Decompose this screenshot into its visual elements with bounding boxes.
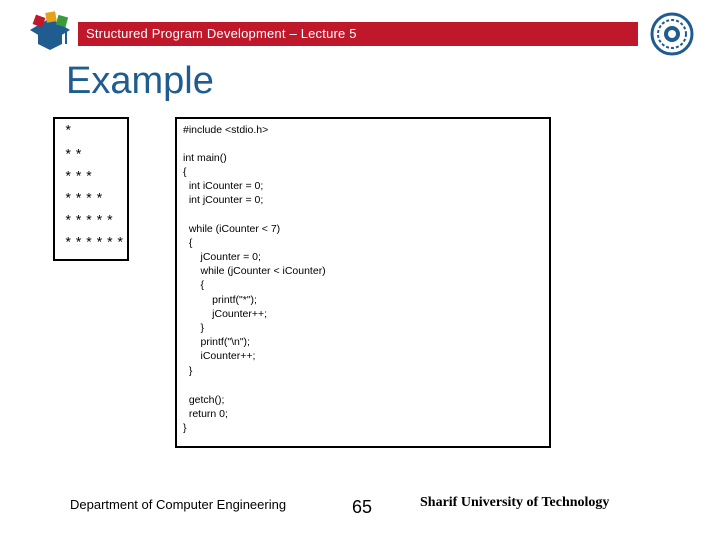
lecture-title: Structured Program Development – Lecture 5 — [86, 26, 357, 41]
output-line: ** — [64, 148, 85, 164]
code-line: getch(); — [183, 394, 225, 406]
footer-department: Department of Computer Engineering — [70, 497, 287, 512]
footer-university: Sharif University of Technology — [420, 495, 610, 510]
code-line: int iCounter = 0; — [183, 180, 264, 192]
output-line: **** — [64, 192, 106, 208]
code-line: printf("\n"); — [183, 336, 250, 348]
output-line: *** — [64, 170, 96, 186]
code-line: while (jCounter < iCounter) — [183, 265, 326, 277]
code-line: { — [183, 237, 193, 249]
code-box — [175, 117, 551, 448]
slide-header — [0, 0, 720, 64]
code-line: } — [183, 365, 193, 377]
code-line: printf("*"); — [183, 294, 257, 306]
code-line: jCounter++; — [183, 308, 268, 320]
graduation-cap-logo — [26, 10, 74, 58]
code-line: int jCounter = 0; — [183, 194, 264, 206]
page-number: 65 — [352, 497, 373, 517]
output-box — [53, 117, 129, 261]
code-line: jCounter = 0; — [183, 251, 261, 263]
code-line: while (iCounter < 7) — [183, 223, 281, 235]
code-line: iCounter++; — [183, 350, 256, 362]
code-line: } — [183, 422, 187, 434]
output-line: * — [64, 124, 75, 140]
slide-title: Example — [66, 60, 214, 102]
code-line: } — [183, 322, 205, 334]
code-line: return 0; — [183, 408, 228, 420]
code-line: #include <stdio.h> — [183, 124, 269, 136]
output-line: ***** — [64, 214, 117, 230]
code-line: int main() — [183, 152, 227, 164]
output-line: ****** — [64, 236, 127, 252]
code-line: { — [183, 279, 205, 291]
university-seal-logo — [650, 12, 694, 56]
code-line: { — [183, 166, 187, 178]
